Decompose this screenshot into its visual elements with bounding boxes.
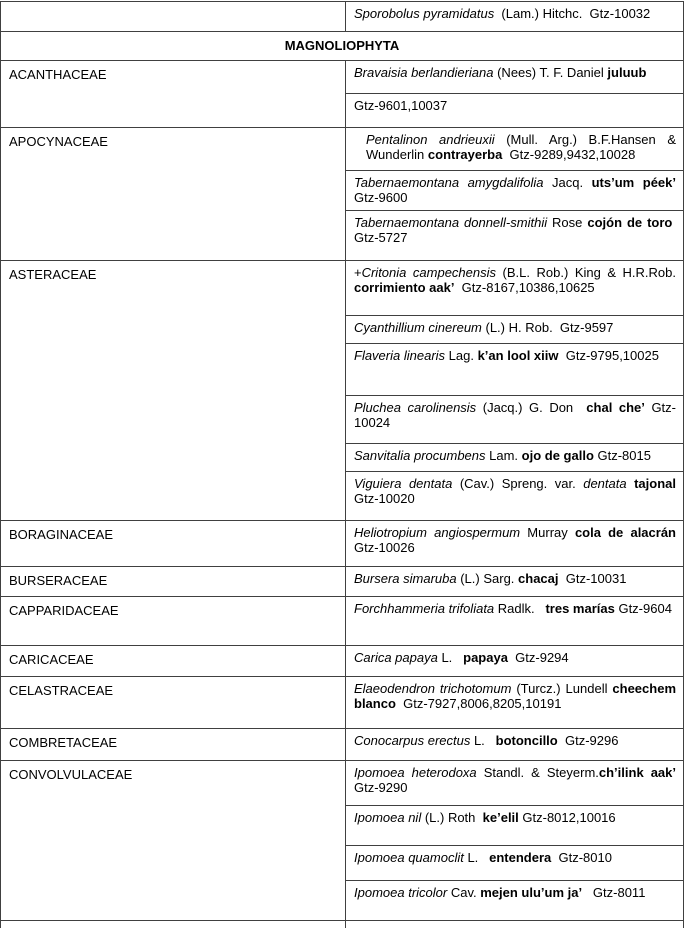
entry-text: L.: [437, 650, 464, 665]
scientific-name: Ipomoea quamoclit: [354, 850, 464, 865]
vernacular-name: tajonal: [634, 476, 676, 491]
species-entry: [346, 567, 683, 596]
species-entries-column: [346, 921, 683, 928]
vernacular-name: ch’ilink aak’: [598, 765, 676, 780]
family-name-cell: BORAGINACEAE: [1, 521, 346, 566]
vernacular-name: cola de alacrán: [574, 525, 676, 540]
scientific-name: Tabernaemontana donnell-smithii: [354, 215, 548, 230]
scientific-name: Sanvitalia procumbens: [354, 448, 486, 463]
entry-text: Rose: [547, 215, 588, 230]
scientific-name: Tabernaemontana amygdalifolia: [354, 175, 544, 190]
family-name-cell: CARICACEAE: [1, 646, 346, 676]
scientific-name: Forchhammeria trifoliata: [354, 601, 495, 616]
vernacular-name: ojo de gallo: [521, 448, 594, 463]
vernacular-name: chacaj: [518, 571, 559, 586]
entry-text: Gtz-10024: [354, 400, 677, 430]
family-name-cell: CONVOLVULACEAE: [1, 761, 346, 920]
family-row: [1, 261, 683, 521]
vernacular-name: k’an lool xiiw: [477, 348, 559, 363]
vernacular-name: contrayerba: [427, 147, 503, 162]
entry-text: L.: [470, 733, 496, 748]
species-entry: [346, 261, 683, 316]
scientific-name: Elaeodendron trichotomum: [354, 681, 512, 696]
entry-text: (Nees) T. F. Daniel: [493, 65, 608, 80]
species-entry: [346, 472, 683, 520]
entry-text: (Cav.) Spreng. var.: [452, 476, 584, 491]
species-entry: [346, 94, 683, 127]
entry-text: Gtz-7927,8006,8205,10191: [395, 696, 562, 711]
species-entry: [346, 521, 683, 566]
family-row: [1, 729, 683, 761]
entry-text: Murray: [520, 525, 575, 540]
family-row: [1, 567, 683, 597]
species-entries-column: [346, 646, 683, 676]
species-entry: [346, 846, 683, 881]
species-entries-column: [346, 677, 683, 728]
entry-text: Jacq.: [543, 175, 592, 190]
scientific-name: Ipomoea tricolor: [354, 885, 448, 900]
entry-text: (L.) H. Rob. Gtz-9597: [481, 320, 614, 335]
entry-text: (L.) Roth: [421, 810, 483, 825]
vernacular-name: entendera: [489, 850, 552, 865]
species-entries-column: [346, 61, 683, 127]
scientific-name: Pentalinon andrieuxii: [366, 132, 495, 147]
species-entries-column: [346, 261, 683, 520]
scientific-name: Bursera simaruba: [354, 571, 457, 586]
family-row: [1, 597, 683, 646]
vernacular-name: cojón de toro: [587, 215, 673, 230]
scientific-name: Bravaisia berlandieriana: [354, 65, 494, 80]
scientific-name: Ipomoea nil: [354, 810, 422, 825]
entry-text: Gtz-9296: [557, 733, 619, 748]
entry-text: Lag.: [445, 348, 478, 363]
entry-text: Gtz-9294: [507, 650, 569, 665]
species-entry: [346, 316, 683, 344]
scientific-name: Flaveria linearis: [354, 348, 446, 363]
entry-text: (Turcz.) Lundell: [511, 681, 613, 696]
entry-text: Gtz-9604: [614, 601, 672, 616]
entry-text: Gtz-9289,9432,10028: [502, 147, 636, 162]
entry-text: Standl. & Steyerm.: [476, 765, 599, 780]
species-entries-column: [346, 521, 683, 566]
family-name-cell: CAPPARIDACEAE: [1, 597, 346, 645]
species-entry: [346, 881, 683, 920]
family-row: [1, 761, 683, 921]
family-name-cell: ASTERACEAE: [1, 261, 346, 520]
entry-text: (B.L. Rob.) King & H.R.Rob.: [496, 265, 676, 280]
entry-text: Gtz-9601,10037: [354, 98, 448, 113]
vernacular-name: chal che’: [586, 400, 645, 415]
species-entry: [346, 646, 683, 676]
species-entry: [346, 396, 683, 444]
species-entry: [346, 761, 683, 806]
scientific-name: Carica papaya: [354, 650, 438, 665]
species-entry: [346, 597, 683, 645]
vernacular-name: uts’um péek’: [591, 175, 676, 190]
entry-text: Gtz-8167,10386,10625: [454, 280, 595, 295]
entry-text: (Jacq.) G. Don: [476, 400, 587, 415]
entry-text: Gtz-10031: [558, 571, 627, 586]
scientific-name: Pluchea carolinensis: [354, 400, 477, 415]
family-name-cell: APOCYNACEAE: [1, 128, 346, 260]
species-entry: [346, 344, 683, 396]
species-entry: [346, 171, 683, 211]
species-checklist-table: [0, 1, 684, 928]
species-entry: [346, 677, 683, 728]
vernacular-name: ke’elil: [482, 810, 519, 825]
entry-text: (L.) Sarg.: [456, 571, 519, 586]
family-name-cell: [1, 2, 346, 31]
family-row: [1, 521, 683, 567]
entry-text: Lam.: [485, 448, 522, 463]
scientific-name: Heliotropium angiospermum: [354, 525, 521, 540]
entry-text: (Mull. Arg.) B.F.Hansen & Wunderlin: [366, 132, 676, 162]
species-entries-column: [346, 761, 683, 920]
entry-text: +: [354, 265, 362, 280]
scientific-name: Ipomoea heterodoxa: [354, 765, 477, 780]
entry-text: Gtz-9290: [354, 780, 408, 795]
species-entry: [346, 211, 683, 260]
entry-text: Gtz-8015: [593, 448, 651, 463]
entry-text: Gtz-10026: [354, 540, 415, 555]
family-row: [1, 677, 683, 729]
family-row: [1, 646, 683, 677]
scientific-name: Conocarpus erectus: [354, 733, 471, 748]
entry-text: Gtz-8010: [551, 850, 612, 865]
family-name-cell: [1, 921, 346, 928]
entry-text: Gtz-8011: [582, 885, 646, 900]
family-name-cell: COMBRETACEAE: [1, 729, 346, 760]
entry-text: (Lam.) Hitchc. Gtz-10032: [494, 6, 651, 21]
family-row: [1, 128, 683, 261]
vernacular-name: botoncillo: [495, 733, 558, 748]
scientific-name: Cyanthillium cinereum: [354, 320, 482, 335]
species-entry: [346, 61, 683, 94]
species-entry: [346, 806, 683, 846]
scientific-name: Viguiera dentata: [354, 476, 453, 491]
family-name-cell: BURSERACEAE: [1, 567, 346, 596]
vernacular-name: papaya: [463, 650, 508, 665]
species-entry: [346, 921, 683, 928]
vernacular-name: tres marías: [545, 601, 615, 616]
vernacular-name: corrimiento aak’: [354, 280, 455, 295]
entry-text: Gtz-9600: [354, 190, 408, 205]
entry-text: Cav.: [447, 885, 481, 900]
entry-text: Gtz-10020: [354, 491, 415, 506]
species-entries-column: [346, 597, 683, 645]
scientific-name: Critonia campechensis: [361, 265, 497, 280]
family-row: [1, 921, 683, 928]
vernacular-name: mejen ulu’um ja’: [480, 885, 583, 900]
entry-text: [627, 476, 635, 491]
species-entry: [346, 2, 683, 31]
entry-text: Radlk.: [494, 601, 546, 616]
species-entries-column: [346, 2, 683, 31]
vernacular-name: juluub: [607, 65, 647, 80]
scientific-name: dentata: [583, 476, 627, 491]
species-entries-column: [346, 128, 683, 260]
entry-text: Gtz-9795,10025: [558, 348, 659, 363]
section-header-row: MAGNOLIOPHYTA: [1, 32, 683, 61]
family-row: [1, 2, 683, 32]
family-name-cell: CELASTRACEAE: [1, 677, 346, 728]
family-name-cell: ACANTHACEAE: [1, 61, 346, 127]
species-entry: [346, 444, 683, 472]
entry-text: Gtz-5727: [354, 215, 676, 245]
species-entry: [346, 729, 683, 760]
scientific-name: Sporobolus pyramidatus: [354, 6, 495, 21]
entry-text: Gtz-8012,10016: [518, 810, 616, 825]
species-entries-column: [346, 567, 683, 596]
species-entries-column: [346, 729, 683, 760]
vernacular-name: cheechem blanco: [354, 681, 676, 711]
entry-text: L.: [463, 850, 490, 865]
species-entry: [346, 128, 683, 171]
family-row: [1, 61, 683, 128]
